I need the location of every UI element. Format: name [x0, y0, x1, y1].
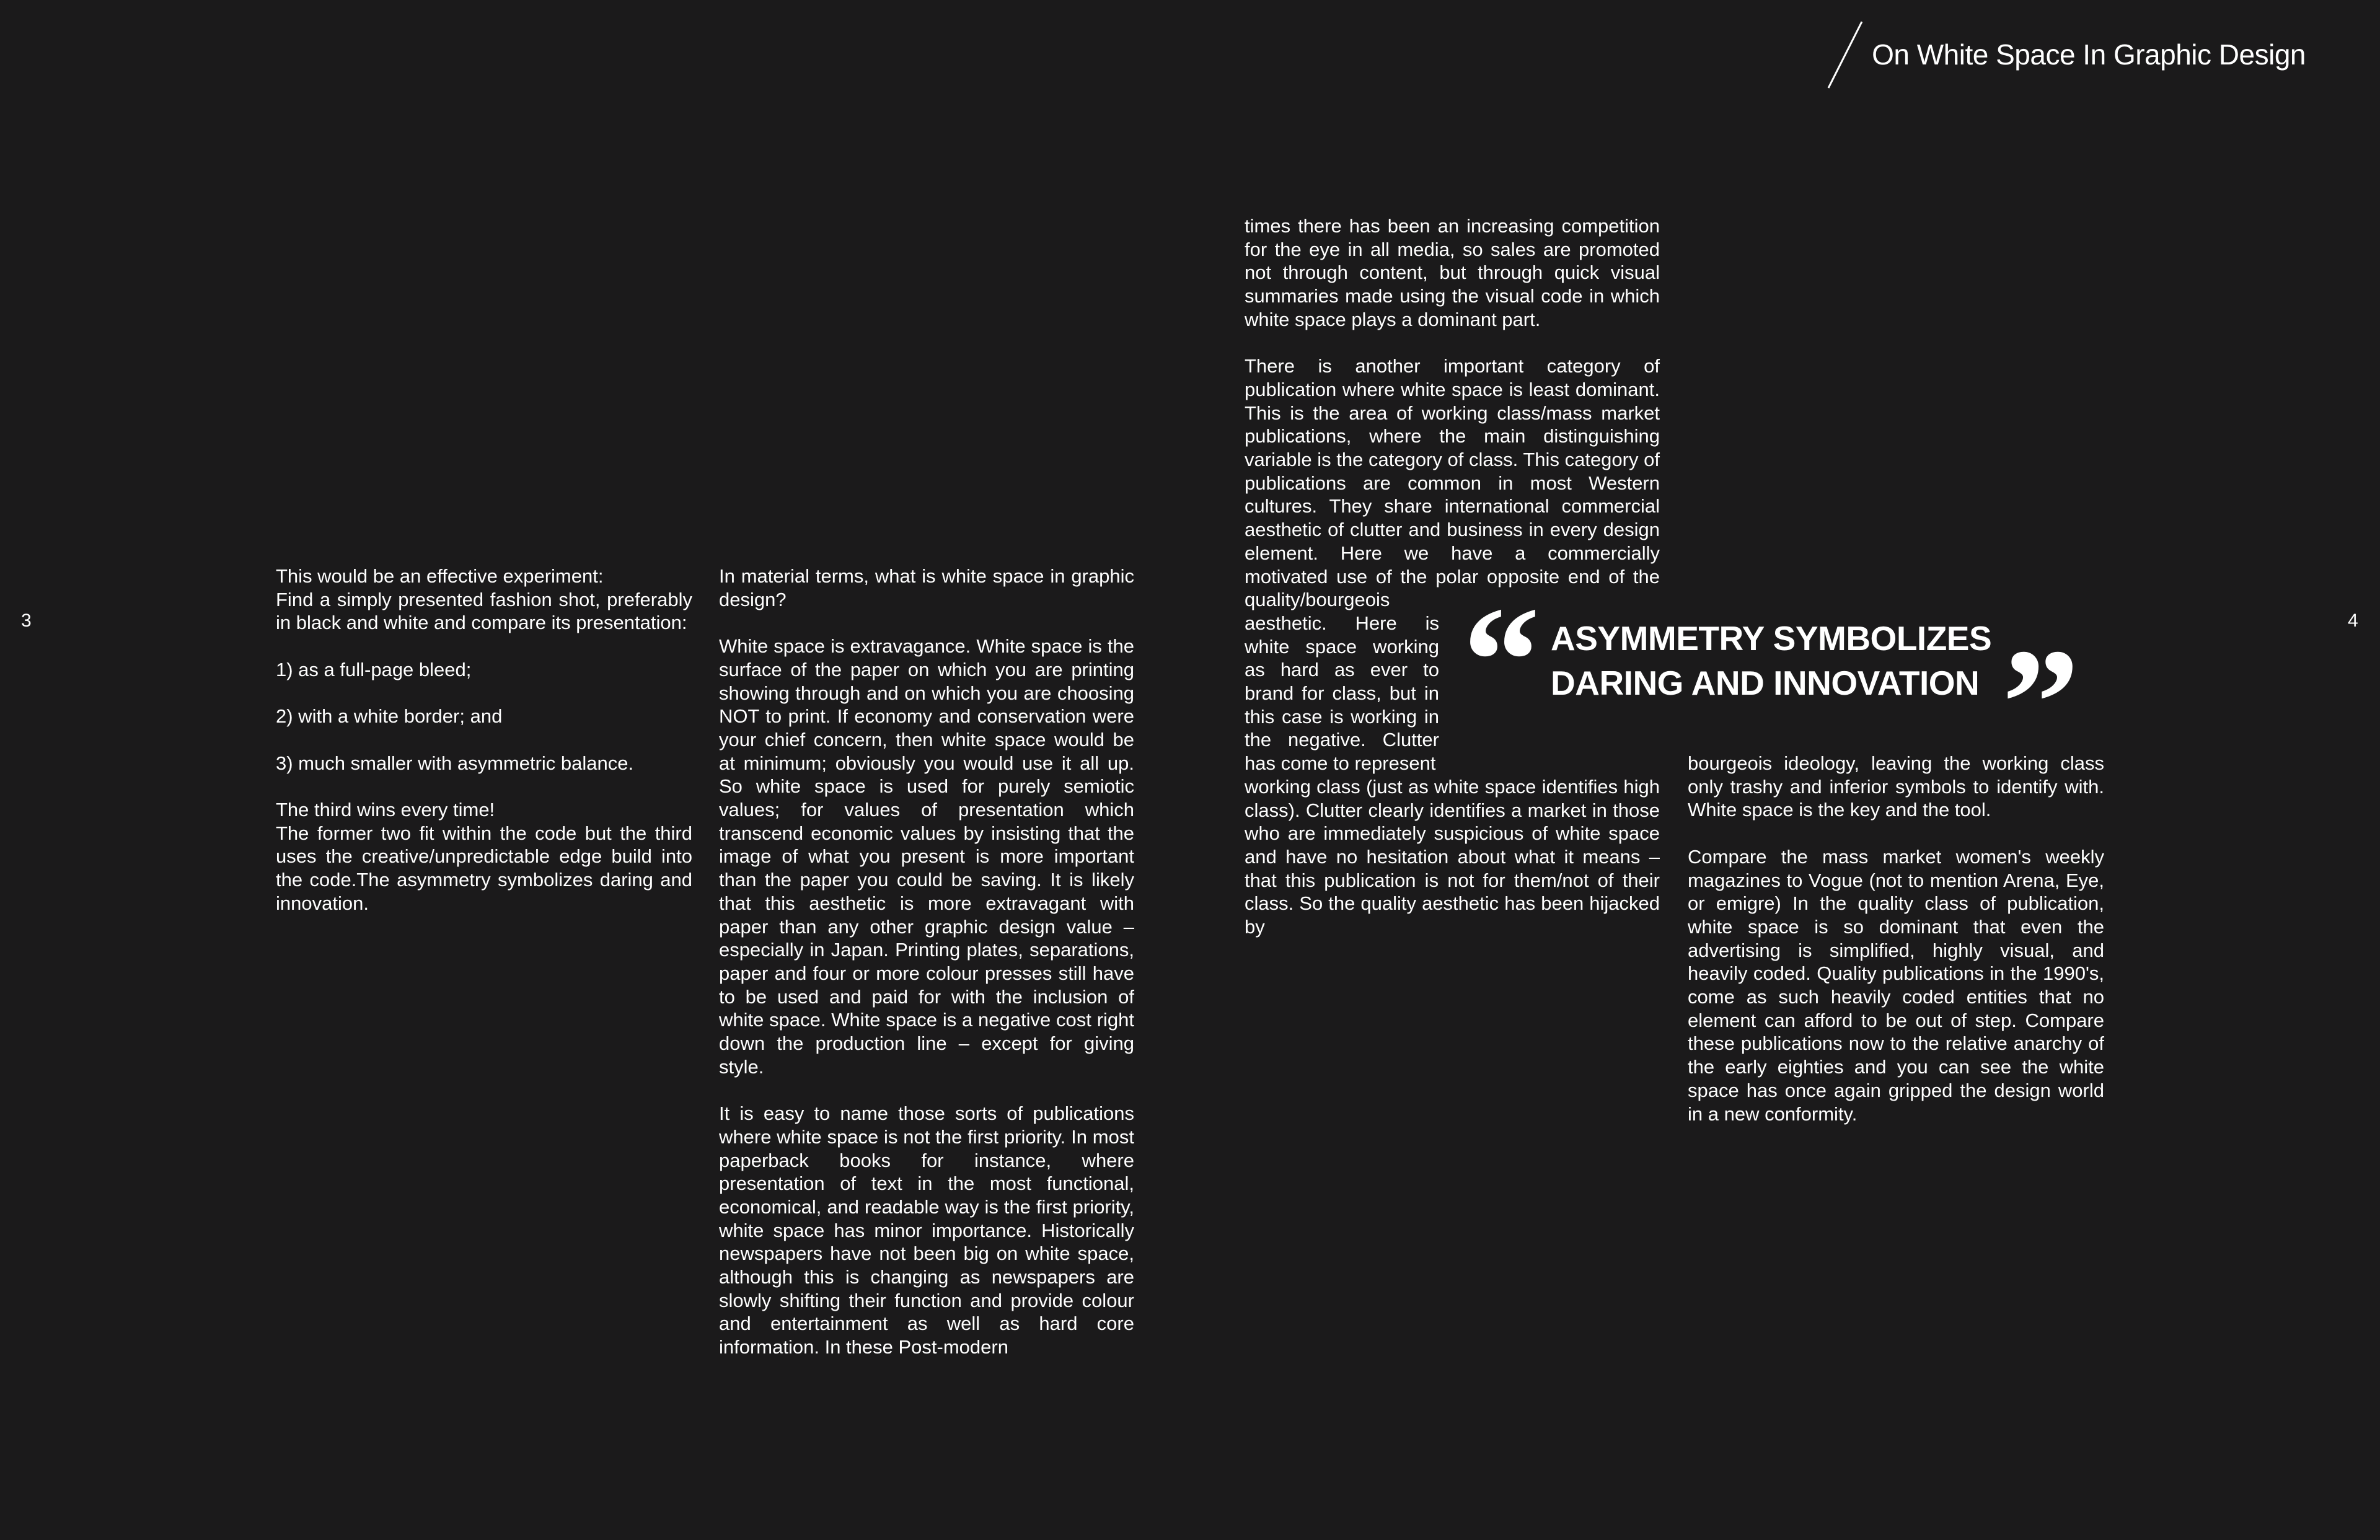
text-line: has come to represent [1245, 752, 1436, 775]
text-line: white space working [1245, 635, 1439, 658]
paragraph: bourgeois ideology, leaving the working class only trashy and inferior symbols to identify with. White space is the key and the tool. [1688, 752, 2104, 821]
column-2 [719, 565, 1134, 1359]
column-3 [1245, 214, 1660, 939]
paragraph: working class (just as white space identifies high class). Clutter clearly identifies a market in those who are immediately suspicious of white space and have no hesitation about what it means – that this publication is not for them/not of their class. So the quality aesthetic has been hijacked by [1245, 775, 1660, 938]
paragraph: The third wins every time! The former two fit within the code but the third uses the creative/unpredictable edge build into the code.The asymmetry symbolizes daring and innovation. [276, 798, 692, 914]
text-line: as hard as ever to [1245, 659, 1439, 681]
paragraph: times there has been an increasing competition for the eye in all media, so sales are promoted not through content, but through quick visual summaries made using the visual code in which white space plays a dominant part. [1245, 215, 1660, 330]
paragraph: In material terms, what is white space in graphic design? [719, 565, 1134, 610]
slash-divider-icon [1826, 19, 1863, 90]
header-title: On White Space In Graphic Design [1872, 38, 2306, 71]
column-1 [276, 565, 692, 915]
open-quote-mark: “ [1463, 575, 1529, 747]
paragraph: 2) with a white border; and [276, 705, 503, 728]
text-line: this case is working in [1245, 705, 1439, 728]
pull-quote-line-2: DARING AND INNOVATION [1551, 664, 1980, 702]
paragraph: 1) as a full-page bleed; [276, 658, 472, 680]
paragraph: White space is extravagance. White space is the surface of the paper on which you are printing showing through and on which you are choosing NOT to print. If economy and conservation were your chief concern, then white space would be at minimum; obviously you would use it all up. So white space is used for purely semiotic values; for values of presentation which transcend economic values by insisting that the image of what you present is more important than the paper you could be saving. It is likely that this aesthetic is more extravagant with paper than any other graphic design value – especially in Japan. Printing plates, separations, paper and four or more colour presses still have to be used and paid for with the inclusion of white space. White space is a negative cost right down the production line – except for giving style. [719, 635, 1134, 1078]
pull-quote-line-1: ASYMMETRY SYMBOLIZES [1551, 619, 1992, 658]
paragraph: There is another important category of publication where white space is least dominant. This is the area of working class/mass market publications, where the main distinguishing variable is the category of class. This category of publications are common in most Western cultures. They share international commercial aesthetic of clutter and business in every design element. Here we have a commercially motivated use of the polar opposite end of the quality/bourgeois [1245, 355, 1660, 611]
running-header [1826, 17, 2306, 92]
close-quote-mark: ” [2002, 617, 2068, 789]
text-line: aesthetic. Here is [1245, 612, 1439, 634]
text-line: the negative. Clutter [1245, 729, 1439, 751]
paragraph: This would be an effective experiment: Find a simply presented fashion shot, preferably in black and white and compare its presentation: [276, 565, 692, 634]
paragraph: Compare the mass market women's weekly magazines to Vogue (not to mention Arena, Eye, or emigre) In the quality class of publication, white space is so dominant that even the advertising is simplified, highly visual, and heavily coded. Quality publications in the 1990's, come as such heavily coded entities that no element can afford to be out of step. Compare these publications now to the relative anarchy of the early eighties and you can see the white space has once again gripped the design world in a new conformity. [1688, 845, 2104, 1125]
page-number-right: 4 [2348, 610, 2358, 631]
column-4 [1688, 752, 2104, 1125]
text-line: brand for class, but in [1245, 682, 1439, 705]
narrow-text-block [1245, 612, 1439, 775]
paragraph: 3) much smaller with asymmetric balance. [276, 752, 634, 774]
page-number-left: 3 [21, 610, 32, 631]
paragraph: It is easy to name those sorts of publications where white space is not the first priority. In most paperback books for instance, where presentation of text in the most functional, economical, and readable way is the first priority, white space has minor importance. Historically newspapers have not been big on white space, although this is changing as newspapers are slowly shifting their function and provide colour and entertainment as well as hard core information. In these Post-modern [719, 1102, 1134, 1358]
